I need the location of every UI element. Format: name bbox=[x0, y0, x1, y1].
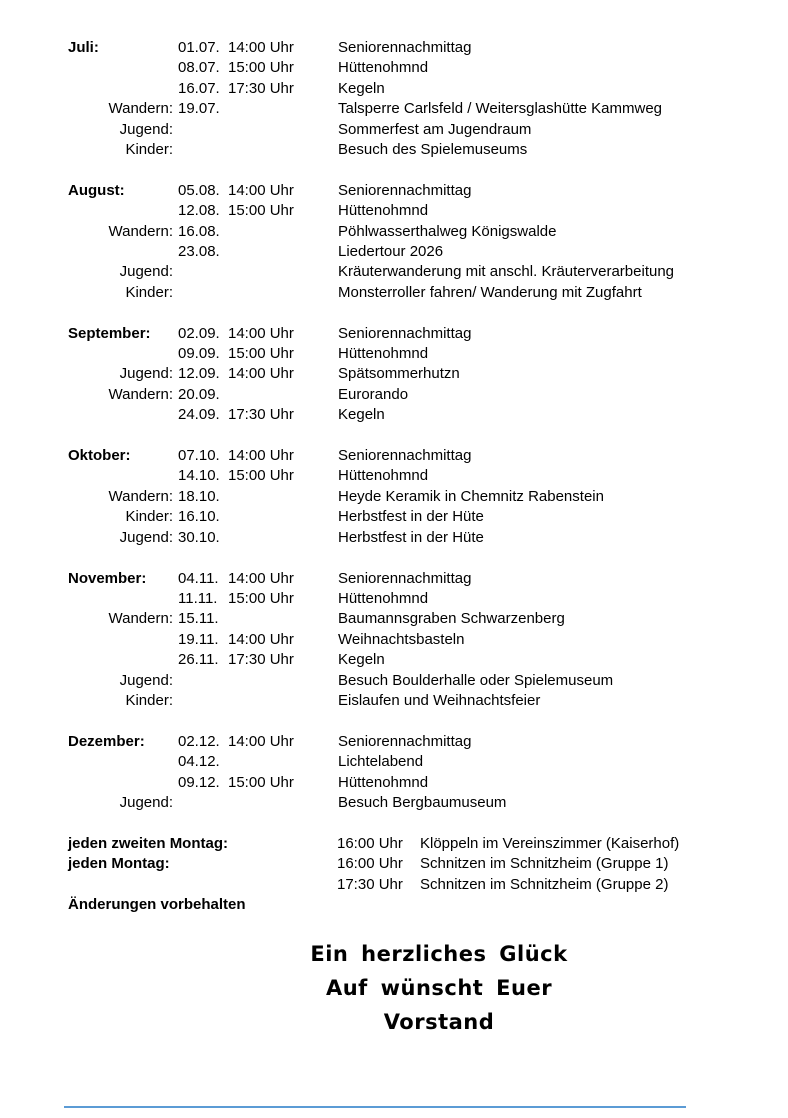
row-label: August: bbox=[68, 181, 125, 199]
recurring-label: jeden zweiten Montag: bbox=[68, 834, 229, 852]
event-time bbox=[228, 752, 338, 772]
row-label: Wandern: bbox=[108, 610, 173, 628]
event-description: Spätsommerhutzn bbox=[338, 365, 460, 383]
event-description: Liedertour 2026 bbox=[338, 243, 444, 261]
event-time bbox=[228, 262, 338, 282]
row-label: Wandern: bbox=[108, 100, 173, 118]
event-date: 30.10. bbox=[178, 528, 220, 546]
schedule-row bbox=[68, 773, 758, 793]
row-label bbox=[68, 752, 178, 772]
schedule-row bbox=[68, 569, 758, 589]
event-date: 24.09. bbox=[178, 406, 220, 424]
schedule-row bbox=[68, 446, 758, 466]
event-time: 15:00 Uhr bbox=[228, 589, 294, 607]
event-description: Seniorennachmittag bbox=[338, 39, 472, 56]
schedule-month-section bbox=[68, 446, 758, 548]
row-label: September: bbox=[68, 324, 151, 342]
schedule-row bbox=[68, 385, 758, 405]
event-time bbox=[228, 609, 338, 629]
row-label bbox=[68, 58, 178, 78]
event-description: Seniorennachmittag bbox=[338, 324, 472, 342]
event-date: 12.08. bbox=[178, 202, 220, 220]
row-label bbox=[68, 589, 178, 609]
row-label: Jugend: bbox=[119, 365, 173, 383]
schedule-row bbox=[68, 283, 758, 303]
event-description: Schnitzen im Schnitzheim (Gruppe 2) bbox=[420, 875, 669, 893]
row-label bbox=[68, 650, 178, 670]
event-time: 14:00 Uhr bbox=[228, 181, 294, 199]
event-time: 17:30 Uhr bbox=[228, 651, 294, 669]
event-time: 14:00 Uhr bbox=[228, 365, 294, 383]
recurring-events bbox=[68, 834, 758, 895]
schedule-row bbox=[68, 99, 758, 119]
event-time: 14:00 Uhr bbox=[228, 630, 294, 648]
event-date: 20.09. bbox=[178, 385, 220, 403]
schedule-row bbox=[68, 609, 758, 629]
row-label bbox=[68, 242, 178, 262]
event-date bbox=[178, 262, 228, 282]
event-date: 14.10. bbox=[178, 467, 220, 485]
schedule-row bbox=[68, 120, 758, 140]
row-label: Kinder: bbox=[125, 691, 173, 709]
event-description: Kräuterwanderung mit anschl. Kräuterverarbeitung bbox=[338, 263, 675, 281]
event-description: Hüttenohmnd bbox=[338, 467, 429, 485]
closing-line: Ein herzliches Glück bbox=[310, 942, 568, 967]
event-description: Herbstfest in der Hüte bbox=[338, 528, 484, 546]
event-description: Seniorennachmittag bbox=[338, 732, 472, 750]
event-time: 17:30 Uhr bbox=[337, 875, 403, 893]
event-description: Eurorando bbox=[338, 385, 409, 403]
event-description: Kegeln bbox=[338, 651, 385, 669]
event-date: 11.11. bbox=[178, 589, 218, 607]
row-label: Jugend: bbox=[119, 793, 173, 811]
event-description: Hüttenohmnd bbox=[338, 589, 429, 607]
row-label bbox=[68, 630, 178, 650]
schedule-month-section bbox=[68, 38, 758, 160]
row-label: Kinder: bbox=[125, 508, 173, 526]
schedule-row bbox=[68, 79, 758, 99]
event-description: Eislaufen und Weihnachtsfeier bbox=[338, 691, 541, 709]
event-time: 15:00 Uhr bbox=[228, 202, 294, 220]
event-description: Sommerfest am Jugendraum bbox=[338, 120, 532, 138]
event-description: Seniorennachmittag bbox=[338, 447, 472, 465]
event-time: 14:00 Uhr bbox=[228, 732, 294, 750]
event-description: Seniorennachmittag bbox=[338, 181, 472, 199]
event-description: Kegeln bbox=[338, 406, 385, 424]
schedule-row bbox=[68, 487, 758, 507]
row-label: Wandern: bbox=[108, 222, 173, 240]
event-description: Weihnachtsbasteln bbox=[338, 630, 465, 648]
event-description: Hüttenohmnd bbox=[338, 345, 429, 363]
schedule-month-section bbox=[68, 181, 758, 303]
event-description: Baumannsgraben Schwarzenberg bbox=[338, 610, 565, 628]
schedule-row bbox=[68, 528, 758, 548]
disclaimer-note: Änderungen vorbehalten bbox=[68, 895, 246, 913]
schedule-row bbox=[68, 324, 758, 344]
event-time bbox=[228, 671, 338, 691]
event-date: 16.08. bbox=[178, 222, 220, 240]
event-date: 04.12. bbox=[178, 753, 220, 771]
schedule-row bbox=[68, 507, 758, 527]
event-time bbox=[228, 222, 338, 242]
schedule-row bbox=[68, 630, 758, 650]
schedule-row bbox=[68, 650, 758, 670]
event-time: 14:00 Uhr bbox=[228, 447, 294, 465]
row-label: Dezember: bbox=[68, 732, 145, 750]
event-description: Seniorennachmittag bbox=[338, 569, 472, 587]
event-time: 17:30 Uhr bbox=[228, 406, 294, 424]
row-label bbox=[68, 773, 178, 793]
event-time: 15:00 Uhr bbox=[228, 467, 294, 485]
event-date bbox=[178, 283, 228, 303]
row-label: Juli: bbox=[68, 39, 99, 56]
event-date bbox=[178, 140, 228, 160]
event-time: 15:00 Uhr bbox=[228, 345, 294, 363]
event-time: 15:00 Uhr bbox=[228, 59, 294, 77]
row-label bbox=[68, 466, 178, 486]
event-date bbox=[178, 691, 228, 711]
closing-message bbox=[94, 937, 784, 1039]
schedule-row bbox=[68, 752, 758, 772]
row-label: Jugend: bbox=[119, 528, 173, 546]
event-date: 09.12. bbox=[178, 773, 220, 791]
schedule-row bbox=[68, 344, 758, 364]
event-time: 17:30 Uhr bbox=[228, 79, 294, 97]
event-description: Heyde Keramik in Chemnitz Rabenstein bbox=[338, 487, 604, 505]
event-description: Kegeln bbox=[338, 79, 385, 97]
row-label: Kinder: bbox=[125, 141, 173, 159]
row-label: Jugend: bbox=[119, 120, 173, 138]
event-date: 08.07. bbox=[178, 59, 220, 77]
event-time bbox=[228, 140, 338, 160]
recurring-row bbox=[68, 834, 758, 854]
event-date: 02.09. bbox=[178, 324, 220, 342]
recurring-label: jeden Montag: bbox=[68, 855, 170, 873]
event-description: Schnitzen im Schnitzheim (Gruppe 1) bbox=[420, 855, 669, 873]
event-time bbox=[228, 691, 338, 711]
event-date bbox=[178, 120, 228, 140]
event-time: 14:00 Uhr bbox=[228, 324, 294, 342]
footer-divider bbox=[64, 1106, 686, 1108]
event-time bbox=[228, 793, 338, 813]
schedule-month-section bbox=[68, 569, 758, 712]
event-date: 09.09. bbox=[178, 345, 220, 363]
event-time bbox=[228, 120, 338, 140]
row-label: Wandern: bbox=[108, 385, 173, 403]
event-date: 15.11. bbox=[178, 610, 219, 628]
schedule-row bbox=[68, 201, 758, 221]
schedule-row bbox=[68, 466, 758, 486]
event-description: Klöppeln im Vereinszimmer (Kaiserhof) bbox=[420, 834, 680, 852]
schedule-row bbox=[68, 364, 758, 384]
schedule-row bbox=[68, 671, 758, 691]
row-label: Jugend: bbox=[119, 671, 173, 689]
event-time bbox=[228, 99, 338, 119]
row-label: Wandern: bbox=[108, 487, 173, 505]
event-time: 14:00 Uhr bbox=[228, 569, 294, 587]
event-date: 19.07. bbox=[178, 100, 220, 118]
schedule-row bbox=[68, 732, 758, 752]
recurring-row bbox=[68, 875, 758, 895]
event-description: Herbstfest in der Hüte bbox=[338, 508, 484, 526]
schedule-row bbox=[68, 793, 758, 813]
event-date: 23.08. bbox=[178, 243, 220, 261]
row-label: Jugend: bbox=[119, 263, 173, 281]
schedule-row bbox=[68, 262, 758, 282]
row-label: November: bbox=[68, 569, 147, 587]
event-description: Pöhlwasserthalweg Königswalde bbox=[338, 222, 557, 240]
event-date: 16.10. bbox=[178, 508, 220, 526]
event-time: 14:00 Uhr bbox=[228, 39, 294, 56]
event-time bbox=[228, 242, 338, 262]
event-date: 04.11. bbox=[178, 569, 219, 587]
event-date bbox=[178, 671, 228, 691]
event-date: 26.11. bbox=[178, 651, 219, 669]
event-time bbox=[228, 528, 338, 548]
event-description: Besuch Boulderhalle oder Spielemuseum bbox=[338, 671, 614, 689]
event-description: Hüttenohmnd bbox=[338, 773, 429, 791]
schedule-row bbox=[68, 589, 758, 609]
event-date: 18.10. bbox=[178, 487, 220, 505]
row-label bbox=[68, 344, 178, 364]
schedule-row bbox=[68, 691, 758, 711]
event-date: 12.09. bbox=[178, 365, 220, 383]
event-time: 16:00 Uhr bbox=[337, 855, 403, 873]
event-time bbox=[228, 507, 338, 527]
event-date: 07.10. bbox=[178, 447, 220, 465]
row-label bbox=[68, 201, 178, 221]
event-time bbox=[228, 487, 338, 507]
row-label: Kinder: bbox=[125, 283, 173, 301]
schedule-row bbox=[68, 242, 758, 262]
schedule-month-section bbox=[68, 732, 758, 814]
event-description: Hüttenohmnd bbox=[338, 202, 429, 220]
schedule-row bbox=[68, 222, 758, 242]
event-date: 19.11. bbox=[178, 630, 219, 648]
event-description: Monsterroller fahren/ Wanderung mit Zugfahrt bbox=[338, 283, 642, 301]
event-description: Besuch des Spielemuseums bbox=[338, 141, 528, 159]
row-label bbox=[68, 79, 178, 99]
schedule-row bbox=[68, 58, 758, 78]
event-time: 16:00 Uhr bbox=[337, 834, 403, 852]
monthly-schedule bbox=[68, 38, 758, 813]
recurring-row bbox=[68, 854, 758, 874]
row-label: Oktober: bbox=[68, 447, 131, 465]
row-label bbox=[68, 405, 178, 425]
schedule-row bbox=[68, 181, 758, 201]
event-description: Besuch Bergbaumuseum bbox=[338, 793, 507, 811]
event-date bbox=[178, 793, 228, 813]
event-description: Hüttenohmnd bbox=[338, 59, 429, 77]
event-date: 16.07. bbox=[178, 79, 220, 97]
event-date: 02.12. bbox=[178, 732, 220, 750]
closing-line: Auf wünscht Euer bbox=[325, 976, 553, 1001]
event-time bbox=[228, 385, 338, 405]
closing-line: Vorstand bbox=[383, 1010, 495, 1035]
event-description: Talsperre Carlsfeld / Weitersglashütte Kammweg bbox=[338, 100, 663, 118]
event-description: Lichtelabend bbox=[338, 753, 424, 771]
schedule-row bbox=[68, 405, 758, 425]
schedule-month-section bbox=[68, 324, 758, 426]
event-date: 01.07. bbox=[178, 39, 220, 56]
schedule-row bbox=[68, 38, 758, 58]
recurring-label bbox=[68, 875, 337, 895]
event-time bbox=[228, 283, 338, 303]
schedule-row bbox=[68, 140, 758, 160]
event-time: 15:00 Uhr bbox=[228, 773, 294, 791]
event-date: 05.08. bbox=[178, 181, 220, 199]
